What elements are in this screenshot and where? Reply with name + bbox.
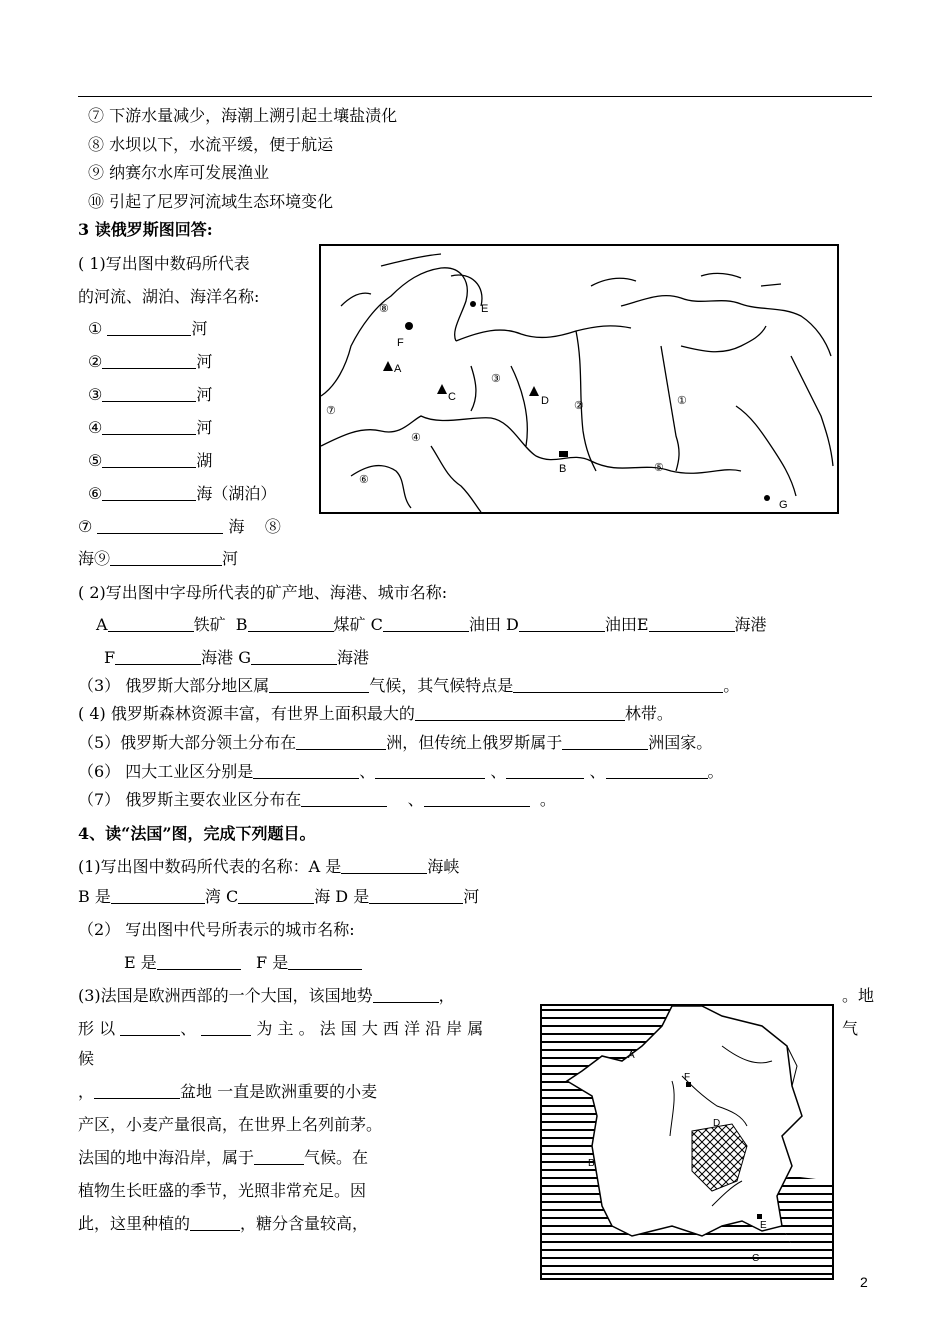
fill-row-2: ② 河 bbox=[88, 352, 213, 371]
map-label: ⑥ bbox=[359, 474, 369, 486]
q4-part3-row5: 产区，小麦产量很高，在世界上名列前茅。 bbox=[78, 1115, 383, 1134]
map-label: A bbox=[394, 363, 402, 375]
list-item: ⑦ 下游水量减少，海潮上溯引起土壤盐渍化 bbox=[88, 106, 398, 125]
map-label: F bbox=[684, 1072, 691, 1083]
blank[interactable] bbox=[341, 857, 427, 874]
fill-row-5: ⑤ 湖 bbox=[88, 451, 213, 470]
question-4-title: 4、读“法国”图，完成下列题目。 bbox=[78, 824, 316, 843]
fill-row-6: ⑥ 海（湖泊） bbox=[88, 484, 277, 503]
q3-part3: （3） 俄罗斯大部分地区属 气候，其气候特点是 。 bbox=[78, 676, 740, 695]
q4-part3-tail: 。地 bbox=[842, 986, 875, 1005]
q4-part3-row8: 此，这里种植的 ，糖分含量较高， bbox=[78, 1214, 369, 1233]
blank[interactable] bbox=[369, 887, 463, 904]
blank[interactable] bbox=[102, 352, 196, 369]
blank[interactable] bbox=[251, 648, 337, 665]
mine-symbol bbox=[529, 386, 539, 396]
map-label: ⑦ bbox=[326, 405, 336, 417]
blank[interactable] bbox=[120, 1019, 180, 1036]
blank[interactable] bbox=[383, 615, 469, 632]
map-label: C bbox=[752, 1253, 760, 1264]
blank[interactable] bbox=[102, 484, 196, 501]
q4-part3-row1: (3)法国是欧洲西部的一个大国，该国地势 ， bbox=[78, 986, 455, 1005]
q4-part3-row3: 候 bbox=[78, 1049, 95, 1068]
russia-map bbox=[319, 244, 839, 514]
fill-row-3: ③ 河 bbox=[88, 385, 213, 404]
fill-row-1: ① 河 bbox=[88, 319, 208, 338]
map-label: F bbox=[397, 337, 404, 349]
q3-part1-line1: ( 1)写出图中数码所代表 bbox=[78, 254, 250, 273]
blank[interactable] bbox=[649, 615, 735, 632]
fill-row-7: ⑦ 海 ⑧ bbox=[78, 517, 281, 536]
list-item: ⑧ 水坝以下，水流平缓，便于航运 bbox=[88, 135, 334, 154]
blank[interactable] bbox=[296, 733, 386, 750]
q4-part1-row2: B 是 湾 C 海 D 是 河 bbox=[78, 887, 480, 906]
blank[interactable] bbox=[254, 1148, 304, 1165]
blank[interactable] bbox=[288, 953, 362, 970]
blank[interactable] bbox=[269, 676, 369, 693]
blank[interactable] bbox=[110, 549, 222, 566]
q4-part2-row: E 是 F 是 bbox=[124, 953, 362, 973]
map-label: B bbox=[559, 463, 567, 475]
blank[interactable] bbox=[301, 790, 387, 807]
city-dot bbox=[405, 322, 413, 330]
q3-part2: ( 2)写出图中字母所代表的矿产地、海港、城市名称: bbox=[78, 583, 448, 602]
q3-part4: ( 4) 俄罗斯森林资源丰富，有世界上面积最大的 林带。 bbox=[78, 704, 673, 723]
blank[interactable] bbox=[513, 676, 723, 693]
q3-part2-row1: A 铁矿 B 煤矿 C 油田 D 油田E 海港 bbox=[96, 615, 767, 634]
blank[interactable] bbox=[248, 615, 334, 632]
page-number: 2 bbox=[860, 1274, 868, 1290]
q3-part6: （6） 四大工业区分别是 、 、 、 。 bbox=[78, 762, 724, 781]
q4-part1-row1: (1)写出图中数码所代表的名称：A 是 海峡 bbox=[78, 857, 460, 876]
q4-part2: （2） 写出图中代号所表示的城市名称: bbox=[78, 920, 355, 939]
blank[interactable] bbox=[375, 762, 485, 779]
blank[interactable] bbox=[102, 451, 196, 468]
map-label: E bbox=[760, 1220, 767, 1231]
map-label: ⑤ bbox=[654, 462, 664, 474]
blank[interactable] bbox=[373, 986, 439, 1003]
q3-part2-row2: F 海港 G 海港 bbox=[104, 648, 369, 667]
map-label: ④ bbox=[411, 432, 421, 444]
top-rule bbox=[78, 96, 872, 97]
q4-part3-tail: 气 bbox=[842, 1019, 859, 1038]
list-item: ⑩ 引起了尼罗河流域生态环境变化 bbox=[88, 192, 334, 211]
map-label: G bbox=[779, 499, 788, 511]
city-dot bbox=[470, 301, 476, 307]
blank[interactable] bbox=[94, 1082, 180, 1099]
blank[interactable] bbox=[102, 418, 196, 435]
blank[interactable] bbox=[97, 517, 223, 534]
map-label: C bbox=[448, 391, 456, 403]
map-label: ③ bbox=[491, 373, 501, 385]
blank[interactable] bbox=[424, 790, 530, 807]
mine-symbol bbox=[437, 384, 447, 394]
blank[interactable] bbox=[157, 953, 241, 970]
map-label: D bbox=[541, 395, 549, 407]
france-map bbox=[540, 1004, 834, 1280]
map-label: ① bbox=[677, 395, 687, 407]
blank[interactable] bbox=[506, 762, 584, 779]
mine-symbol bbox=[383, 361, 393, 371]
blank[interactable] bbox=[108, 615, 194, 632]
q4-part3-row6: 法国的地中海沿岸，属于 气候。在 bbox=[78, 1148, 369, 1167]
q3-part1-line2: 的河流、湖泊、海洋名称: bbox=[78, 287, 260, 306]
map-label: ② bbox=[574, 400, 584, 412]
blank[interactable] bbox=[519, 615, 605, 632]
blank[interactable] bbox=[201, 1019, 251, 1036]
city-dot bbox=[764, 495, 770, 501]
france-map-drawing bbox=[542, 1006, 832, 1278]
blank[interactable] bbox=[115, 648, 201, 665]
blank[interactable] bbox=[102, 385, 196, 402]
fill-row-9: 海⑨ 河 bbox=[78, 549, 239, 568]
coal-symbol bbox=[559, 451, 568, 457]
russia-map-drawing bbox=[321, 246, 837, 512]
map-label: ⑧ bbox=[379, 303, 389, 315]
q4-part3-row4: ， 盆地 一直是欧洲重要的小麦 bbox=[78, 1082, 378, 1101]
blank[interactable] bbox=[253, 762, 359, 779]
map-label: B bbox=[588, 1158, 595, 1169]
blank[interactable] bbox=[606, 762, 708, 779]
map-label: A bbox=[628, 1050, 635, 1061]
question-3-title: 3 读俄罗斯图回答: bbox=[78, 220, 213, 239]
blank[interactable] bbox=[190, 1214, 240, 1231]
q4-part3-row7: 植物生长旺盛的季节，光照非常充足。因 bbox=[78, 1181, 367, 1200]
q4-part3-row2: 形 以 、 为 主 。 法 国 大 西 洋 沿 岸 属 bbox=[78, 1019, 484, 1038]
list-item: ⑨ 纳赛尔水库可发展渔业 bbox=[88, 163, 270, 182]
fill-row-4: ④ 河 bbox=[88, 418, 213, 437]
city-marker bbox=[757, 1214, 762, 1219]
blank[interactable] bbox=[238, 887, 314, 904]
blank[interactable] bbox=[107, 319, 191, 336]
map-label: E bbox=[481, 303, 489, 315]
q3-part7: （7） 俄罗斯主要农业区分布在 、 。 bbox=[78, 790, 556, 809]
map-label: D bbox=[713, 1118, 721, 1129]
blank[interactable] bbox=[111, 887, 205, 904]
blank[interactable] bbox=[562, 733, 648, 750]
blank[interactable] bbox=[415, 704, 625, 721]
q3-part5: （5）俄罗斯大部分领土分布在 洲，但传统上俄罗斯属于 洲国家。 bbox=[78, 733, 713, 752]
